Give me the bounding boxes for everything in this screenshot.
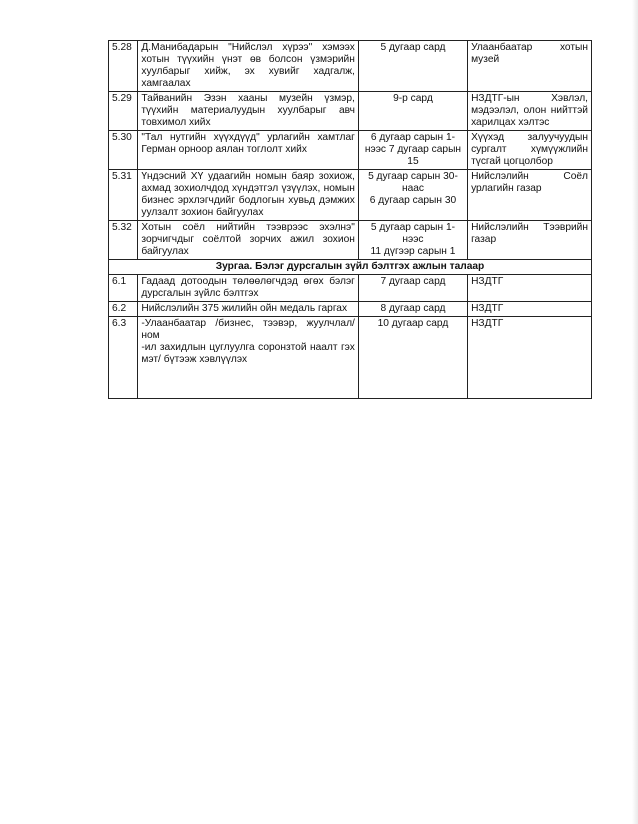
row-description: Хотын соёл нийтийн тээврээс эхэлнэ" зорчигчдыг соёлтой зорчих ажил зохион байгуулах: [138, 221, 358, 260]
row-organization: НЗДТГ: [468, 317, 592, 399]
section-heading-row: [109, 260, 592, 275]
row-number: 5.30: [109, 131, 138, 170]
row-date-line: 11 дүгээр сарын 1: [370, 246, 456, 257]
row-date: [358, 302, 467, 317]
row-description: [138, 317, 358, 399]
row-date: [358, 221, 467, 260]
table-body-row-6-3: [109, 317, 592, 399]
row-date-line: 7 дугаар сард: [380, 276, 446, 287]
table-row: [109, 92, 592, 131]
row-date-line: 8 дугаар сард: [380, 303, 446, 314]
table-row: [109, 221, 592, 260]
row-description: Гадаад дотоодын төлөөлөгчдэд өгөх бэлэг дурсгалын зүйлс бэлтгэх: [138, 275, 358, 302]
row-number: 6.3: [109, 317, 138, 399]
row-organization: Хүүхэд залуучуудын сургалт хүмүүжлийн түсгай цогцолбор: [468, 131, 592, 170]
row-organization: Улаанбаатар хотын музей: [468, 41, 592, 92]
table-body-section-5: [109, 41, 592, 260]
row-description: Тайванийн Эзэн хааны музейн үзмэр, түүхийн материалуудын хуулбарыг авч товхимол хийх: [138, 92, 358, 131]
row-number: 6.1: [109, 275, 138, 302]
section-heading: Зургаа. Бэлэг дурсгалын зүйл бэлтгэх ажлын талаар: [109, 260, 592, 275]
row-date: [358, 41, 467, 92]
row-date: [358, 131, 467, 170]
row-description: Нийслэлийн 375 жилийн ойн медаль гаргах: [138, 302, 358, 317]
table-row: [109, 317, 592, 399]
table-row: [109, 41, 592, 92]
activity-table: [108, 40, 592, 399]
table-row: [109, 302, 592, 317]
table-row: [109, 275, 592, 302]
row-date-line: 9-р сард: [393, 93, 433, 104]
row-date-line: 6 дугаар сарын 30: [369, 195, 457, 206]
row-organization: НЗДТГ: [468, 275, 592, 302]
row-date-line: 6 дугаар сарын 1-нээс 7 дугаар сарын 15: [364, 132, 462, 167]
row-date-line: 5 дугаар сард: [380, 42, 446, 53]
row-organization: Нийслэлийн Соёл урлагийн газар: [468, 170, 592, 221]
row-description: Үндэсний ХҮ удаагийн номын баяр зохиож, ахмад зохиолчдод хүндэтгэл үзүүлэх, номын бизнес эрхлэгчдийг бодлогын хувьд дэмжих уулзалт зохион байгуулах: [138, 170, 358, 221]
row-date: [358, 170, 467, 221]
row-date: [358, 317, 467, 399]
row-number: 5.32: [109, 221, 138, 260]
row-description: Д.Манибадарын "Нийслэл хүрээ" хэмээх хотын түүхийн үнэт өв болсон үзмэрийн хуулбарыг хийж, эх хувийг хадгалж, хамгаалах: [138, 41, 358, 92]
table-body-section-6: [109, 275, 592, 317]
row-number: 5.28: [109, 41, 138, 92]
table-row: [109, 131, 592, 170]
row-description-line: -ил захидлын цуглуулга соронзтой наалт гэх мэт/ бүтээж хэвлүүлэх: [141, 342, 355, 365]
row-organization: НЗДТГ-ын Хэвлэл, мэдээлэл, олон нийттэй харилцах хэлтэс: [468, 92, 592, 131]
row-organization: НЗДТГ: [468, 302, 592, 317]
row-number: 5.29: [109, 92, 138, 131]
table-row: [109, 170, 592, 221]
row-date: [358, 275, 467, 302]
row-date-line: 5 дугаар сарын 30-наас: [368, 171, 458, 194]
row-organization: Нийслэлийн Тээврийн газар: [468, 221, 592, 260]
row-number: 5.31: [109, 170, 138, 221]
row-date-line: 5 дугаар сарын 1-нээс: [370, 222, 456, 245]
row-date-line: 10 дугаар сард: [377, 318, 449, 329]
row-description-line: -Улаанбаатар /бизнес, тээвэр, жуулчлал/ ном: [141, 318, 355, 341]
scan-edge-shadow: [632, 0, 638, 824]
row-date: [358, 92, 467, 131]
row-description: "Тал нутгийн хүүхдүүд" урлагийн хамтлаг Герман орноор аялан тоглолт хийх: [138, 131, 358, 170]
row-number: 6.2: [109, 302, 138, 317]
table-body-section-heading: [109, 260, 592, 275]
